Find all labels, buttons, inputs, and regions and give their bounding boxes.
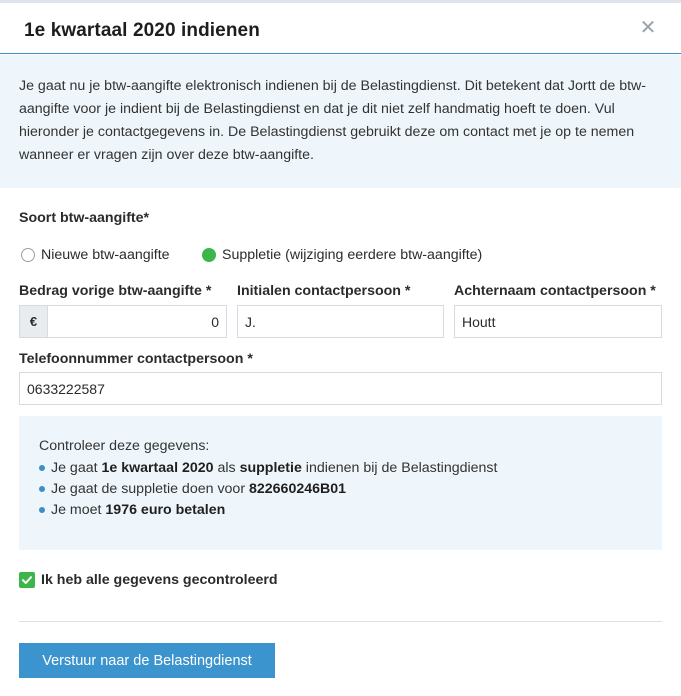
intro-text: Je gaat nu je btw-aangifte elektronisch indienen bij de Belastingdienst. Dit betekent dat Jortt de btw-aangifte voor je indient bij de Belastingdienst en dat je dit niet zelf handmatig hoeft te doen. Vul hieronder je contactgegevens in. De Belastingdienst gebruikt deze om contact met je op te nemen wanneer er vragen zijn over deze btw-aangifte. xyxy=(19,78,646,163)
text: Je gaat de suppletie doen voor xyxy=(51,481,246,497)
type-value: suppletie xyxy=(239,460,302,476)
bullet-icon xyxy=(39,507,45,513)
initials-input[interactable]: J. xyxy=(237,305,444,338)
vat-type-label: Soort btw-aangifte* xyxy=(19,210,150,226)
phone-input[interactable]: 0633222587 xyxy=(19,372,662,405)
radio-unselected-icon xyxy=(21,248,35,262)
period-value: 1e kwartaal 2020 xyxy=(101,460,214,476)
checkbox-checked-icon xyxy=(19,572,35,588)
vat-number-value: 822660246B01 xyxy=(249,481,347,497)
divider xyxy=(19,621,662,622)
radio-supplement-label: Suppletie (wijziging eerdere btw-aangifte) xyxy=(222,247,483,263)
radio-new-vat-return[interactable] xyxy=(21,247,170,263)
bullet-icon xyxy=(39,486,45,492)
confirm-checkbox[interactable] xyxy=(19,572,278,588)
submit-button[interactable]: Verstuur naar de Belastingdienst xyxy=(19,643,275,678)
summary-line-amount xyxy=(39,502,225,518)
phone-label: Telefoonnummer contactpersoon * xyxy=(19,351,253,367)
amount-label: Bedrag vorige btw-aangifte * xyxy=(19,283,212,299)
bullet-icon xyxy=(39,465,45,471)
lastname-label: Achternaam contactpersoon * xyxy=(454,283,656,299)
text: Je gaat xyxy=(51,460,98,476)
amount-due-value: 1976 euro betalen xyxy=(105,502,226,518)
text: Je moet xyxy=(51,502,102,518)
summary-line-period xyxy=(39,460,497,476)
lastname-input[interactable]: Houtt xyxy=(454,305,662,338)
text: indienen bij de Belastingdienst xyxy=(305,460,498,476)
close-icon[interactable]: ✕ xyxy=(639,17,657,39)
summary-title: Controleer deze gegevens: xyxy=(39,438,210,454)
radio-new-label: Nieuwe btw-aangifte xyxy=(41,247,170,263)
confirm-label: Ik heb alle gegevens gecontroleerd xyxy=(41,572,278,588)
amount-input[interactable]: 0 xyxy=(47,305,227,338)
radio-supplement[interactable] xyxy=(202,247,482,263)
summary-line-vat-number xyxy=(39,481,346,497)
initials-label: Initialen contactpersoon * xyxy=(237,283,411,299)
radio-selected-icon xyxy=(202,248,216,262)
intro-panel xyxy=(0,55,681,188)
summary-panel xyxy=(19,416,662,550)
currency-addon: € xyxy=(19,305,48,338)
dialog-title: 1e kwartaal 2020 indienen xyxy=(24,20,260,41)
text: als xyxy=(217,460,236,476)
dialog-header xyxy=(0,6,681,54)
